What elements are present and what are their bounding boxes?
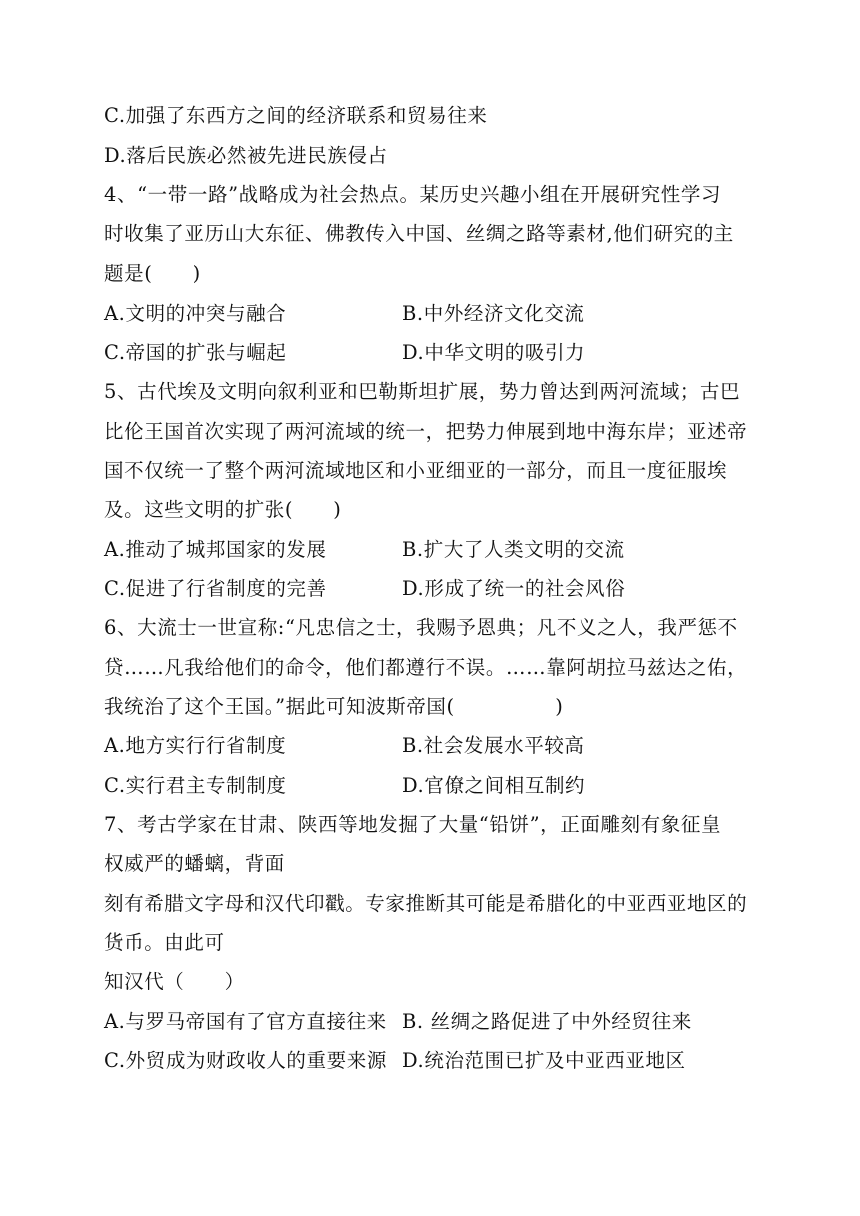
q6-options-row-2 bbox=[104, 772, 764, 800]
q3-option-d: D.落后民族必然被先进民族侵占 bbox=[104, 144, 388, 167]
q4-stem-line-2: 时收集了亚历山大东征、佛教传入中国、丝绸之路等素材,他们研究的主 bbox=[104, 222, 734, 245]
q3-option-c: C.加强了东西方之间的经济联系和贸易往来 bbox=[104, 104, 488, 127]
q4-option-b: B.中外经济文化交流 bbox=[402, 302, 585, 325]
q5-stem-line-2: 比伦王国首次实现了两河流域的统一，把势力伸展到地中海东岸；亚述帝 bbox=[104, 420, 748, 443]
q7-stem-line-3: 刻有希腊文字母和汉代印戳。专家推断其可能是希腊化的中亚西亚地区的 bbox=[104, 892, 748, 915]
q5-stem-line-4: 及。这些文明的扩张( ) bbox=[104, 498, 342, 521]
q5-stem-line-1: 5、古代埃及文明向叙利亚和巴勒斯坦扩展，势力曾达到两河流域；古巴 bbox=[104, 380, 741, 403]
q7-stem-line-5: 知汉代（ ） bbox=[104, 970, 245, 993]
q7-options-row-2 bbox=[104, 1047, 764, 1075]
q7-stem-line-4: 货币。由此可 bbox=[104, 931, 225, 954]
q4-stem-line-3: 题是( ) bbox=[104, 262, 201, 285]
q6-option-c: C.实行君主专制制度 bbox=[104, 774, 287, 797]
q4-stem-line-1: 4、“一带一路”战略成为社会热点。某历史兴趣小组在开展研究性学习 bbox=[104, 183, 722, 206]
q5-option-a: A.推动了城邦国家的发展 bbox=[104, 538, 327, 561]
q6-stem-line-2: 贷……凡我给他们的命令，他们都遵行不误。……靠阿胡拉马兹达之佑， bbox=[104, 656, 748, 679]
q4-option-c: C.帝国的扩张与崛起 bbox=[104, 341, 287, 364]
q6-option-d: D.官僚之间相互制约 bbox=[402, 774, 586, 797]
q6-option-b: B.社会发展水平较高 bbox=[402, 734, 585, 757]
q7-option-b: B. 丝绸之路促进了中外经贸往来 bbox=[402, 1010, 692, 1033]
q7-stem-line-1: 7、考古学家在甘肃、陕西等地发掘了大量“铅饼”，正面雕刻有象征皇 bbox=[104, 813, 722, 836]
q6-option-a: A.地方实行行省制度 bbox=[104, 734, 287, 757]
q5-options-row-2 bbox=[104, 575, 764, 603]
q7-option-a: A.与罗马帝国有了官方直接往来 bbox=[104, 1010, 387, 1033]
q5-stem-line-3: 国不仅统一了整个两河流域地区和小亚细亚的一部分，而且一度征服埃 bbox=[104, 459, 728, 482]
q4-options-row-1 bbox=[104, 300, 764, 328]
q5-option-c: C.促进了行省制度的完善 bbox=[104, 577, 327, 600]
q7-options-row-1 bbox=[104, 1008, 764, 1036]
q4-option-a: A.文明的冲突与融合 bbox=[104, 302, 287, 325]
q5-options-row-1 bbox=[104, 536, 764, 564]
q6-stem-line-3: 我统治了这个王国。”据此可知波斯帝国( ) bbox=[104, 695, 564, 718]
q7-stem-line-2: 权威严的蟠螭，背面 bbox=[104, 852, 285, 875]
q6-options-row-1 bbox=[104, 732, 764, 760]
q5-option-b: B.扩大了人类文明的交流 bbox=[402, 538, 625, 561]
q4-options-row-2 bbox=[104, 339, 764, 367]
q5-option-d: D.形成了统一的社会风俗 bbox=[402, 577, 626, 600]
q7-option-d: D.统治范围已扩及中亚西亚地区 bbox=[402, 1049, 686, 1072]
q7-option-c: C.外贸成为财政收人的重要来源 bbox=[104, 1049, 387, 1072]
q4-option-d: D.中华文明的吸引力 bbox=[402, 341, 586, 364]
q6-stem-line-1: 6、大流士一世宣称:“凡忠信之士，我赐予恩典；凡不义之人，我严惩不 bbox=[104, 616, 738, 639]
